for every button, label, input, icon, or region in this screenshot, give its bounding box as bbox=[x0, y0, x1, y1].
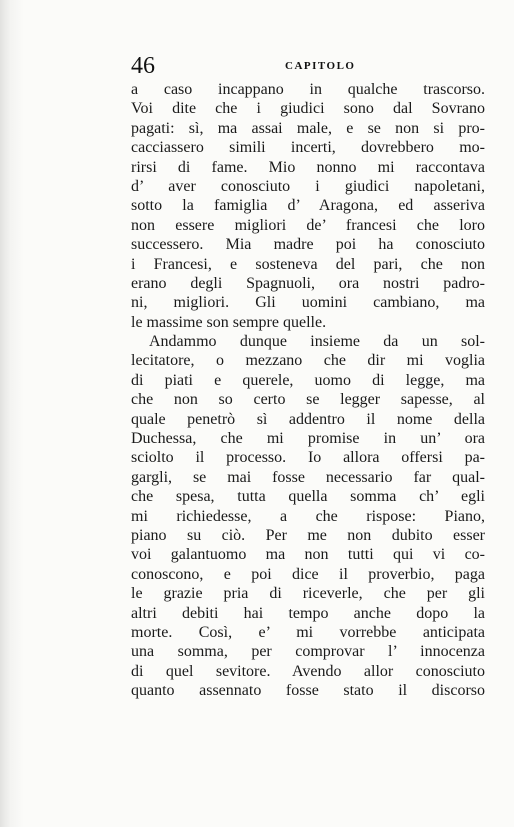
text-line: le grazie pria di riceverle, che per gli bbox=[131, 585, 485, 603]
text-line: rirsi di fame. Mio nonno mi raccontava bbox=[131, 158, 485, 176]
text-line: Voi dite che i giudici sono dal Sovrano bbox=[131, 100, 485, 118]
text-line: che spesa, tutta quella somma ch’ egli bbox=[131, 488, 485, 506]
text-line: di quel sevitore. Avendo allor conosciuto bbox=[131, 662, 485, 680]
text-line: erano degli Spagnuoli, ora nostri padro- bbox=[131, 274, 485, 292]
text-line: morte. Così, e’ mi vorrebbe anticipata bbox=[131, 623, 485, 641]
text-line: piano su ciò. Per me non dubito esser bbox=[131, 526, 485, 544]
text-line: non essere migliori de’ francesi che loro bbox=[131, 216, 485, 234]
text-line: gargli, se mai fosse necessario far qual- bbox=[131, 468, 485, 486]
text-line: i Francesi, e sosteneva del pari, che non bbox=[131, 255, 485, 273]
page-number: 46 bbox=[131, 53, 155, 79]
body-text bbox=[131, 80, 485, 701]
text-line: di piati e querele, uomo di legge, ma bbox=[131, 371, 485, 389]
text-line: a caso incappano in qualche trascorso. bbox=[131, 81, 485, 98]
text-line: una somma, per comprovar l’ innocenza bbox=[131, 643, 485, 661]
text-line: sciolto il processo. Io allora offersi pa- bbox=[131, 449, 485, 467]
text-line: successero. Mia madre poi ha conosciuto bbox=[131, 236, 485, 254]
text-line: altri debiti hai tempo anche dopo la bbox=[131, 604, 485, 622]
text-line: voi galantuomo ma non tutti qui vi co- bbox=[131, 546, 485, 564]
paragraph-start-line: Andammo dunque insieme da un sol- bbox=[149, 333, 485, 351]
text-line: sotto la famiglia d’ Aragona, ed asseriva bbox=[131, 197, 485, 215]
text-line: d’ aver conosciuto i giudici napoletani, bbox=[131, 177, 485, 195]
text-line: cacciassero simili incerti, dovrebbero mo- bbox=[131, 139, 485, 157]
text-line: quanto assennato fosse stato il discorso bbox=[131, 682, 485, 700]
running-head: CAPITOLO bbox=[285, 60, 356, 72]
text-line: che non so certo se legger sapesse, al bbox=[131, 391, 485, 409]
text-line: mi richiedesse, a che rispose: Piano, bbox=[131, 507, 485, 525]
page-header bbox=[131, 52, 491, 80]
text-line: conoscono, e poi dice il proverbio, paga bbox=[131, 565, 485, 583]
text-line: quale penetrò sì addentro il nome della bbox=[131, 410, 485, 428]
text-line: ni, migliori. Gli uomini cambiano, ma bbox=[131, 294, 485, 312]
text-line: Duchessa, che mi promise in un’ ora bbox=[131, 430, 485, 448]
text-line: le massime son sempre quelle. bbox=[131, 313, 327, 331]
text-line: lecitatore, o mezzano che dir mi voglia bbox=[131, 352, 485, 370]
text-line: pagati: sì, ma assai male, e se non si pro- bbox=[131, 119, 485, 137]
